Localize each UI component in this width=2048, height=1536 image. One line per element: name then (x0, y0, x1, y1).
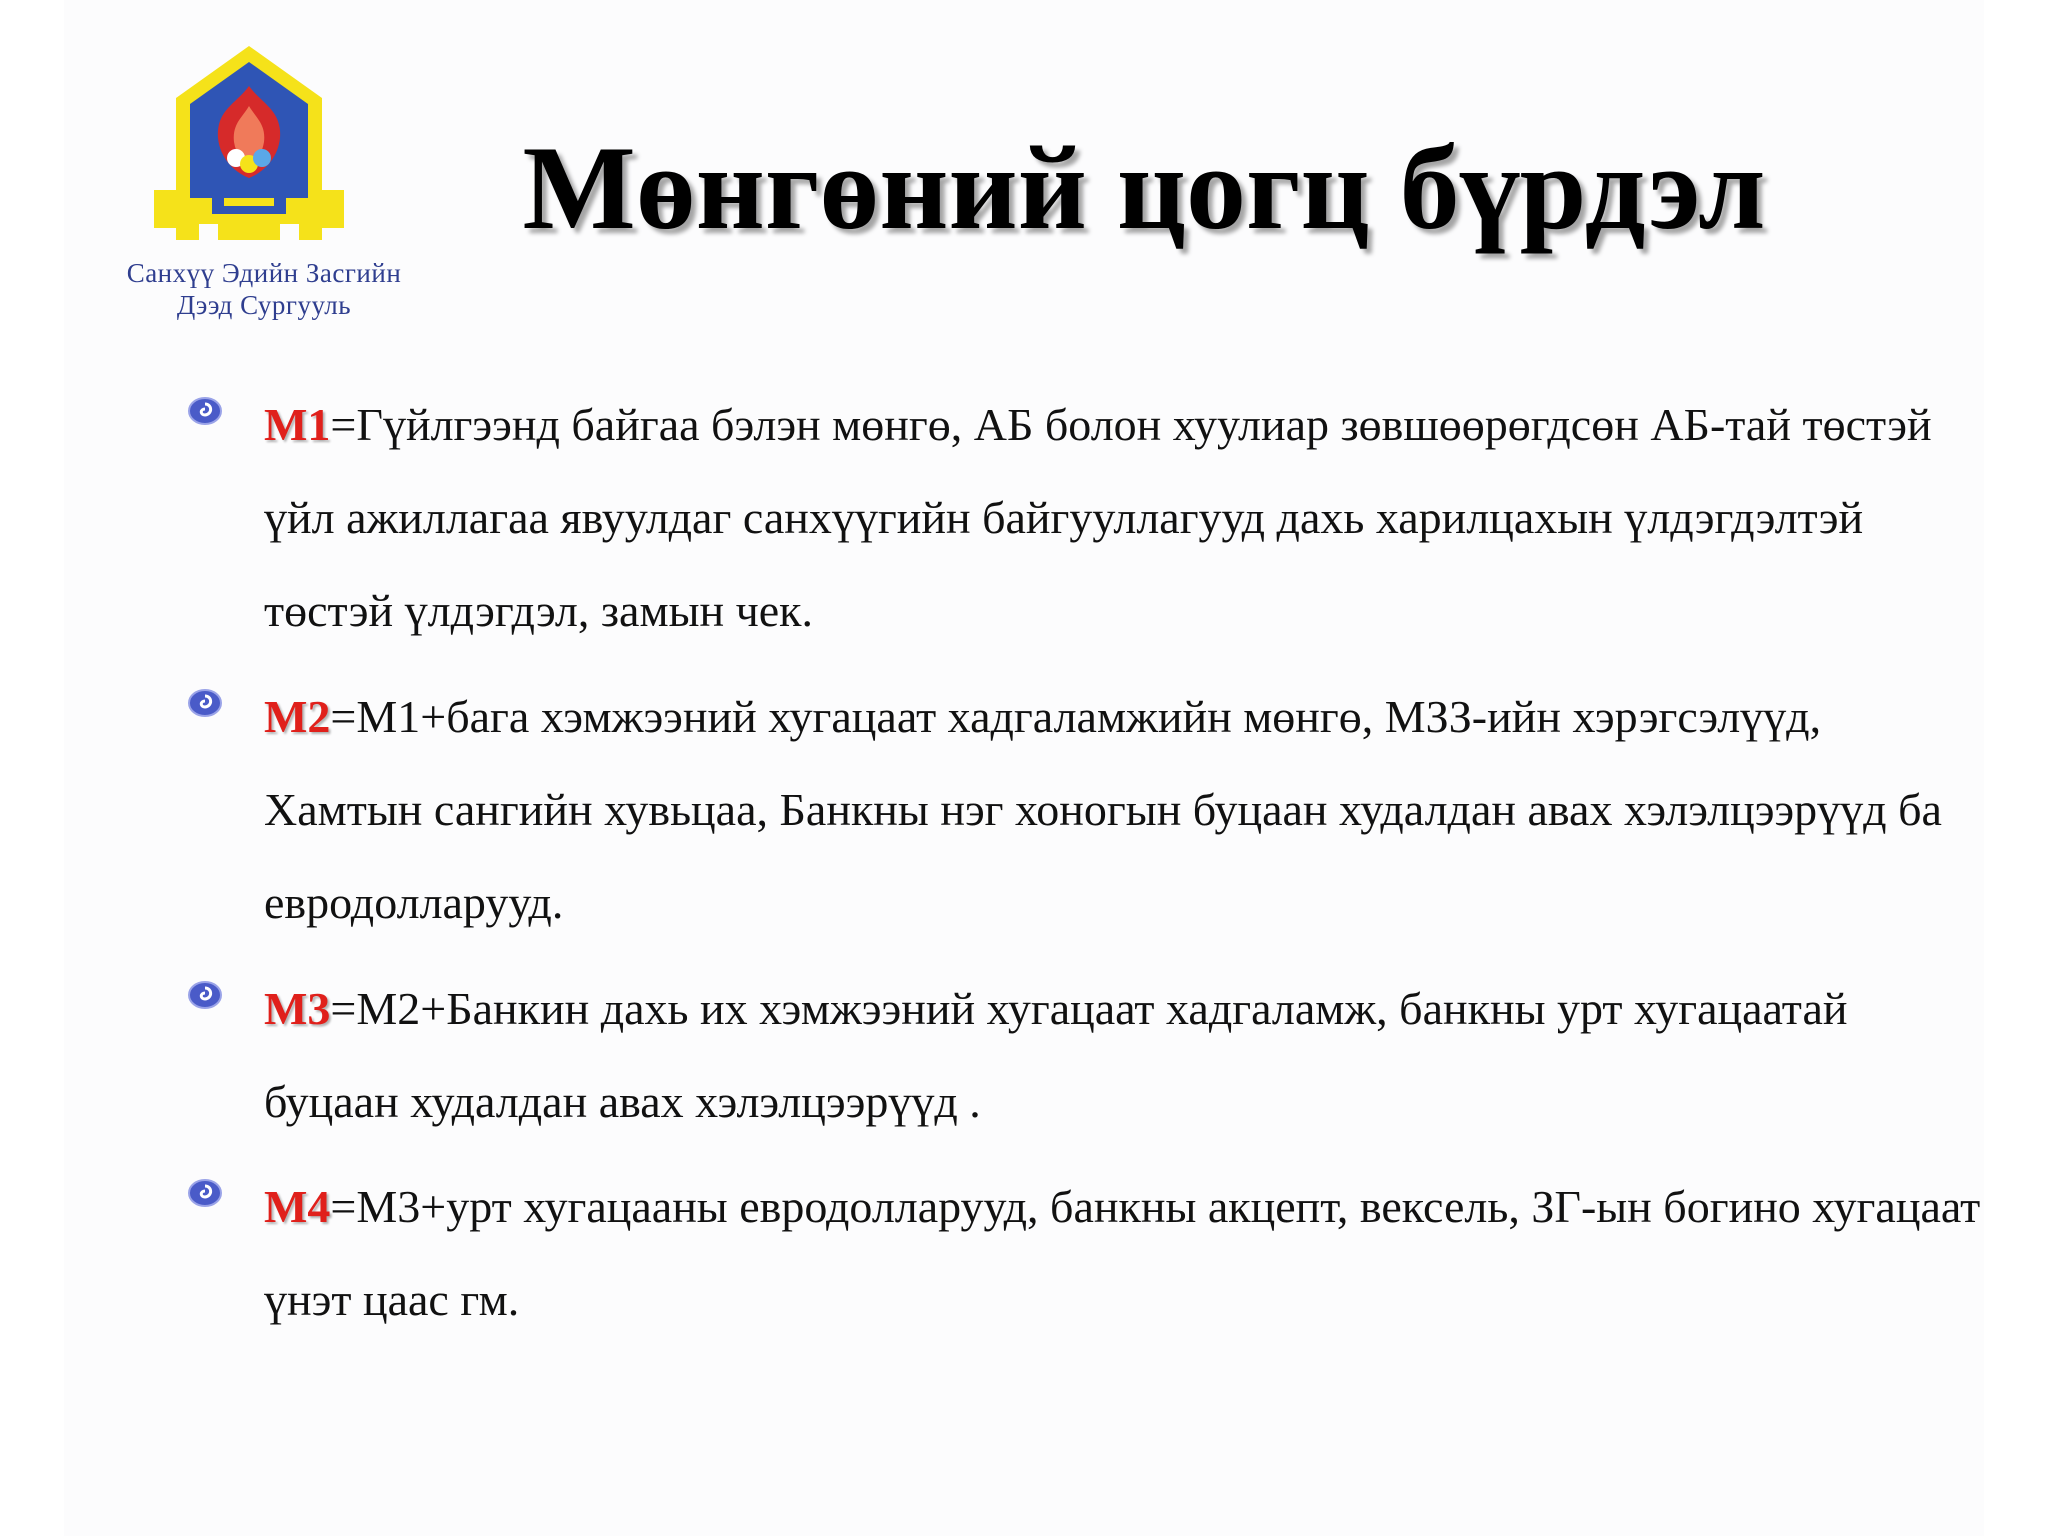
bullet-label: М3 (264, 983, 331, 1034)
bullet-list (64, 0, 1984, 1536)
swirl-bullet-icon (186, 1176, 224, 1210)
bullet-text: =М1+бага хэмжээний хугацаат хадгаламжийн мөнгө, МЗЗ-ийн хэрэгсэлүүд, Хамтын сангийн хувьцаа, Банкны нэг хоногын буцаан худалдан авах хэлэлцээрүүд ба евродолларууд. (264, 691, 1942, 928)
bullet-text: =Гүйлгээнд байгаа бэлэн мөнгө, АБ болон хуулиар зөвшөөрөгдсөн АБ-тай төстэй үйл ажиллагаа явуулдаг санхүүгийн байгууллагууд дахь харилцахын үлдэгдэлтэй төстэй үлдэгдэл, замын чек. (264, 399, 1932, 636)
swirl-bullet-icon (186, 394, 224, 428)
swirl-bullet-icon (186, 978, 224, 1012)
bullet-label: М1 (264, 399, 331, 450)
bullet-label: М4 (264, 1181, 331, 1232)
bullet-text: =М2+Банкин дахь их хэмжээний хугацаат хадгаламж, банкны урт хугацаатай буцаан худалдан авах хэлэлцээрүүд . (264, 983, 1848, 1127)
bullet-label: М2 (264, 691, 331, 742)
bullet-text: =М3+урт хугацааны евродолларууд, банкны акцепт, вексель, ЗГ-ын богино хугацаат үнэт цаас гм. (264, 1181, 1981, 1325)
slide-title: Мөнгөний цогц бүрдэл (522, 121, 1766, 254)
logo-text-line1: Санхүү Эдийн Засгийн (126, 258, 402, 288)
swirl-bullet-icon (186, 686, 224, 720)
logo-text-line2: Дээд Сургууль (176, 290, 352, 320)
slide-content (64, 0, 1984, 1536)
